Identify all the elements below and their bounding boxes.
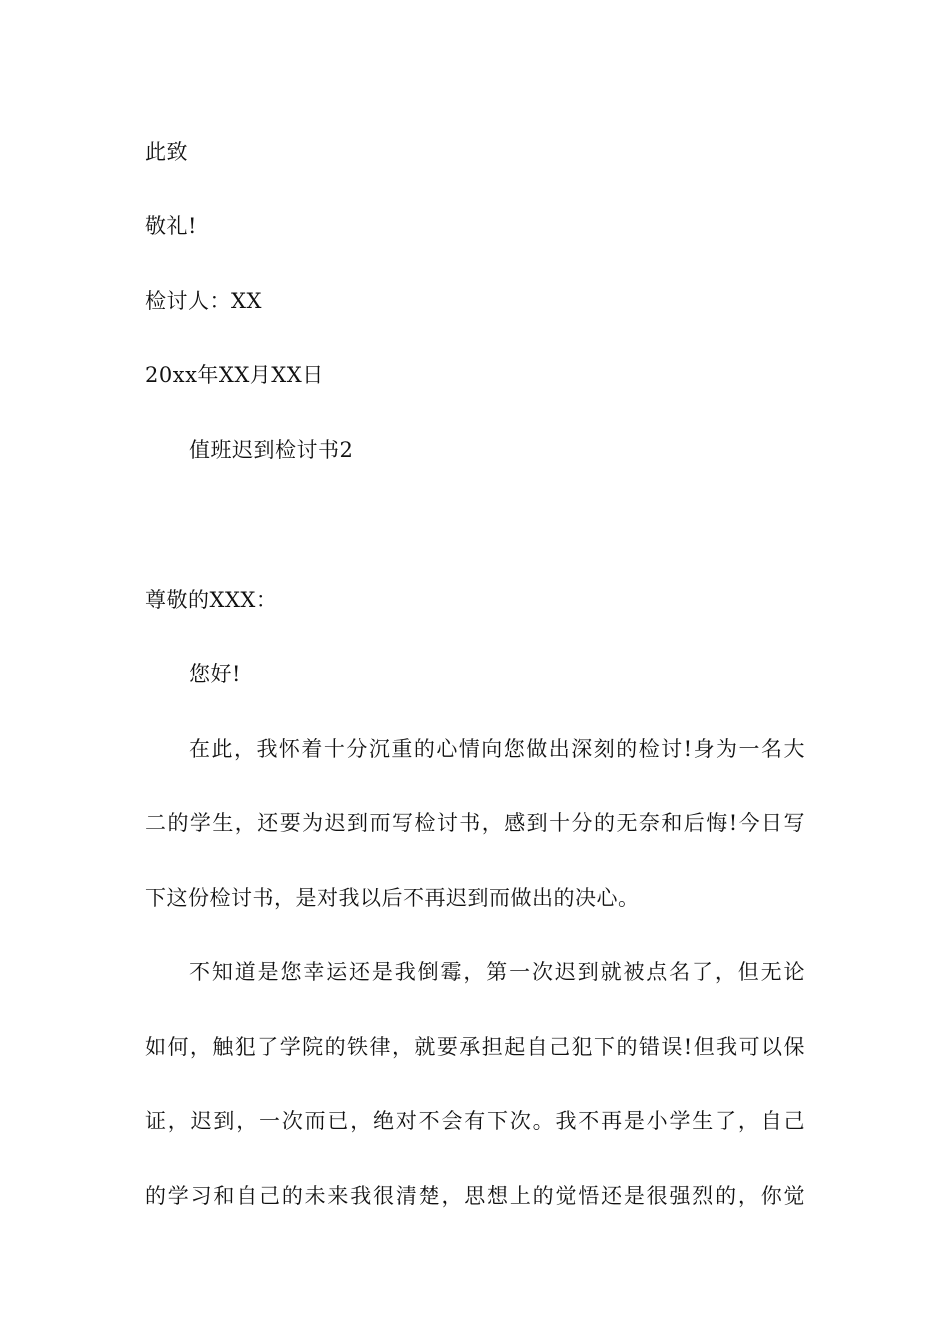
date-line: 20xx年XX月XX日: [145, 363, 324, 387]
section-title: 值班迟到检讨书2: [189, 438, 354, 462]
signer-line: 检讨人：XX: [145, 289, 262, 313]
paragraph2-line2: 如何，触犯了学院的铁律，就要承担起自己犯下的错误!但我可以保: [145, 1035, 805, 1059]
closing-line: 此致: [145, 140, 188, 164]
paragraph1-line2: 二的学生，还要为迟到而写检讨书，感到十分的无奈和后悔!今日写: [145, 811, 805, 835]
paragraph1-line3: 下这份检讨书，是对我以后不再迟到而做出的决心。: [145, 886, 640, 910]
paragraph2-line4: 的学习和自己的未来我很清楚，思想上的觉悟还是很强烈的，你觉: [145, 1184, 805, 1208]
salute-line: 敬礼!: [145, 214, 197, 238]
greeting-line: 您好!: [189, 662, 241, 686]
paragraph2-line3: 证，迟到，一次而已，绝对不会有下次。我不再是小学生了，自己: [145, 1109, 805, 1133]
paragraph2-line1: 不知道是您幸运还是我倒霉，第一次迟到就被点名了，但无论: [189, 960, 805, 984]
addressee-line: 尊敬的XXX：: [145, 588, 278, 612]
paragraph1-line1: 在此，我怀着十分沉重的心情向您做出深刻的检讨!身为一名大: [189, 737, 805, 761]
